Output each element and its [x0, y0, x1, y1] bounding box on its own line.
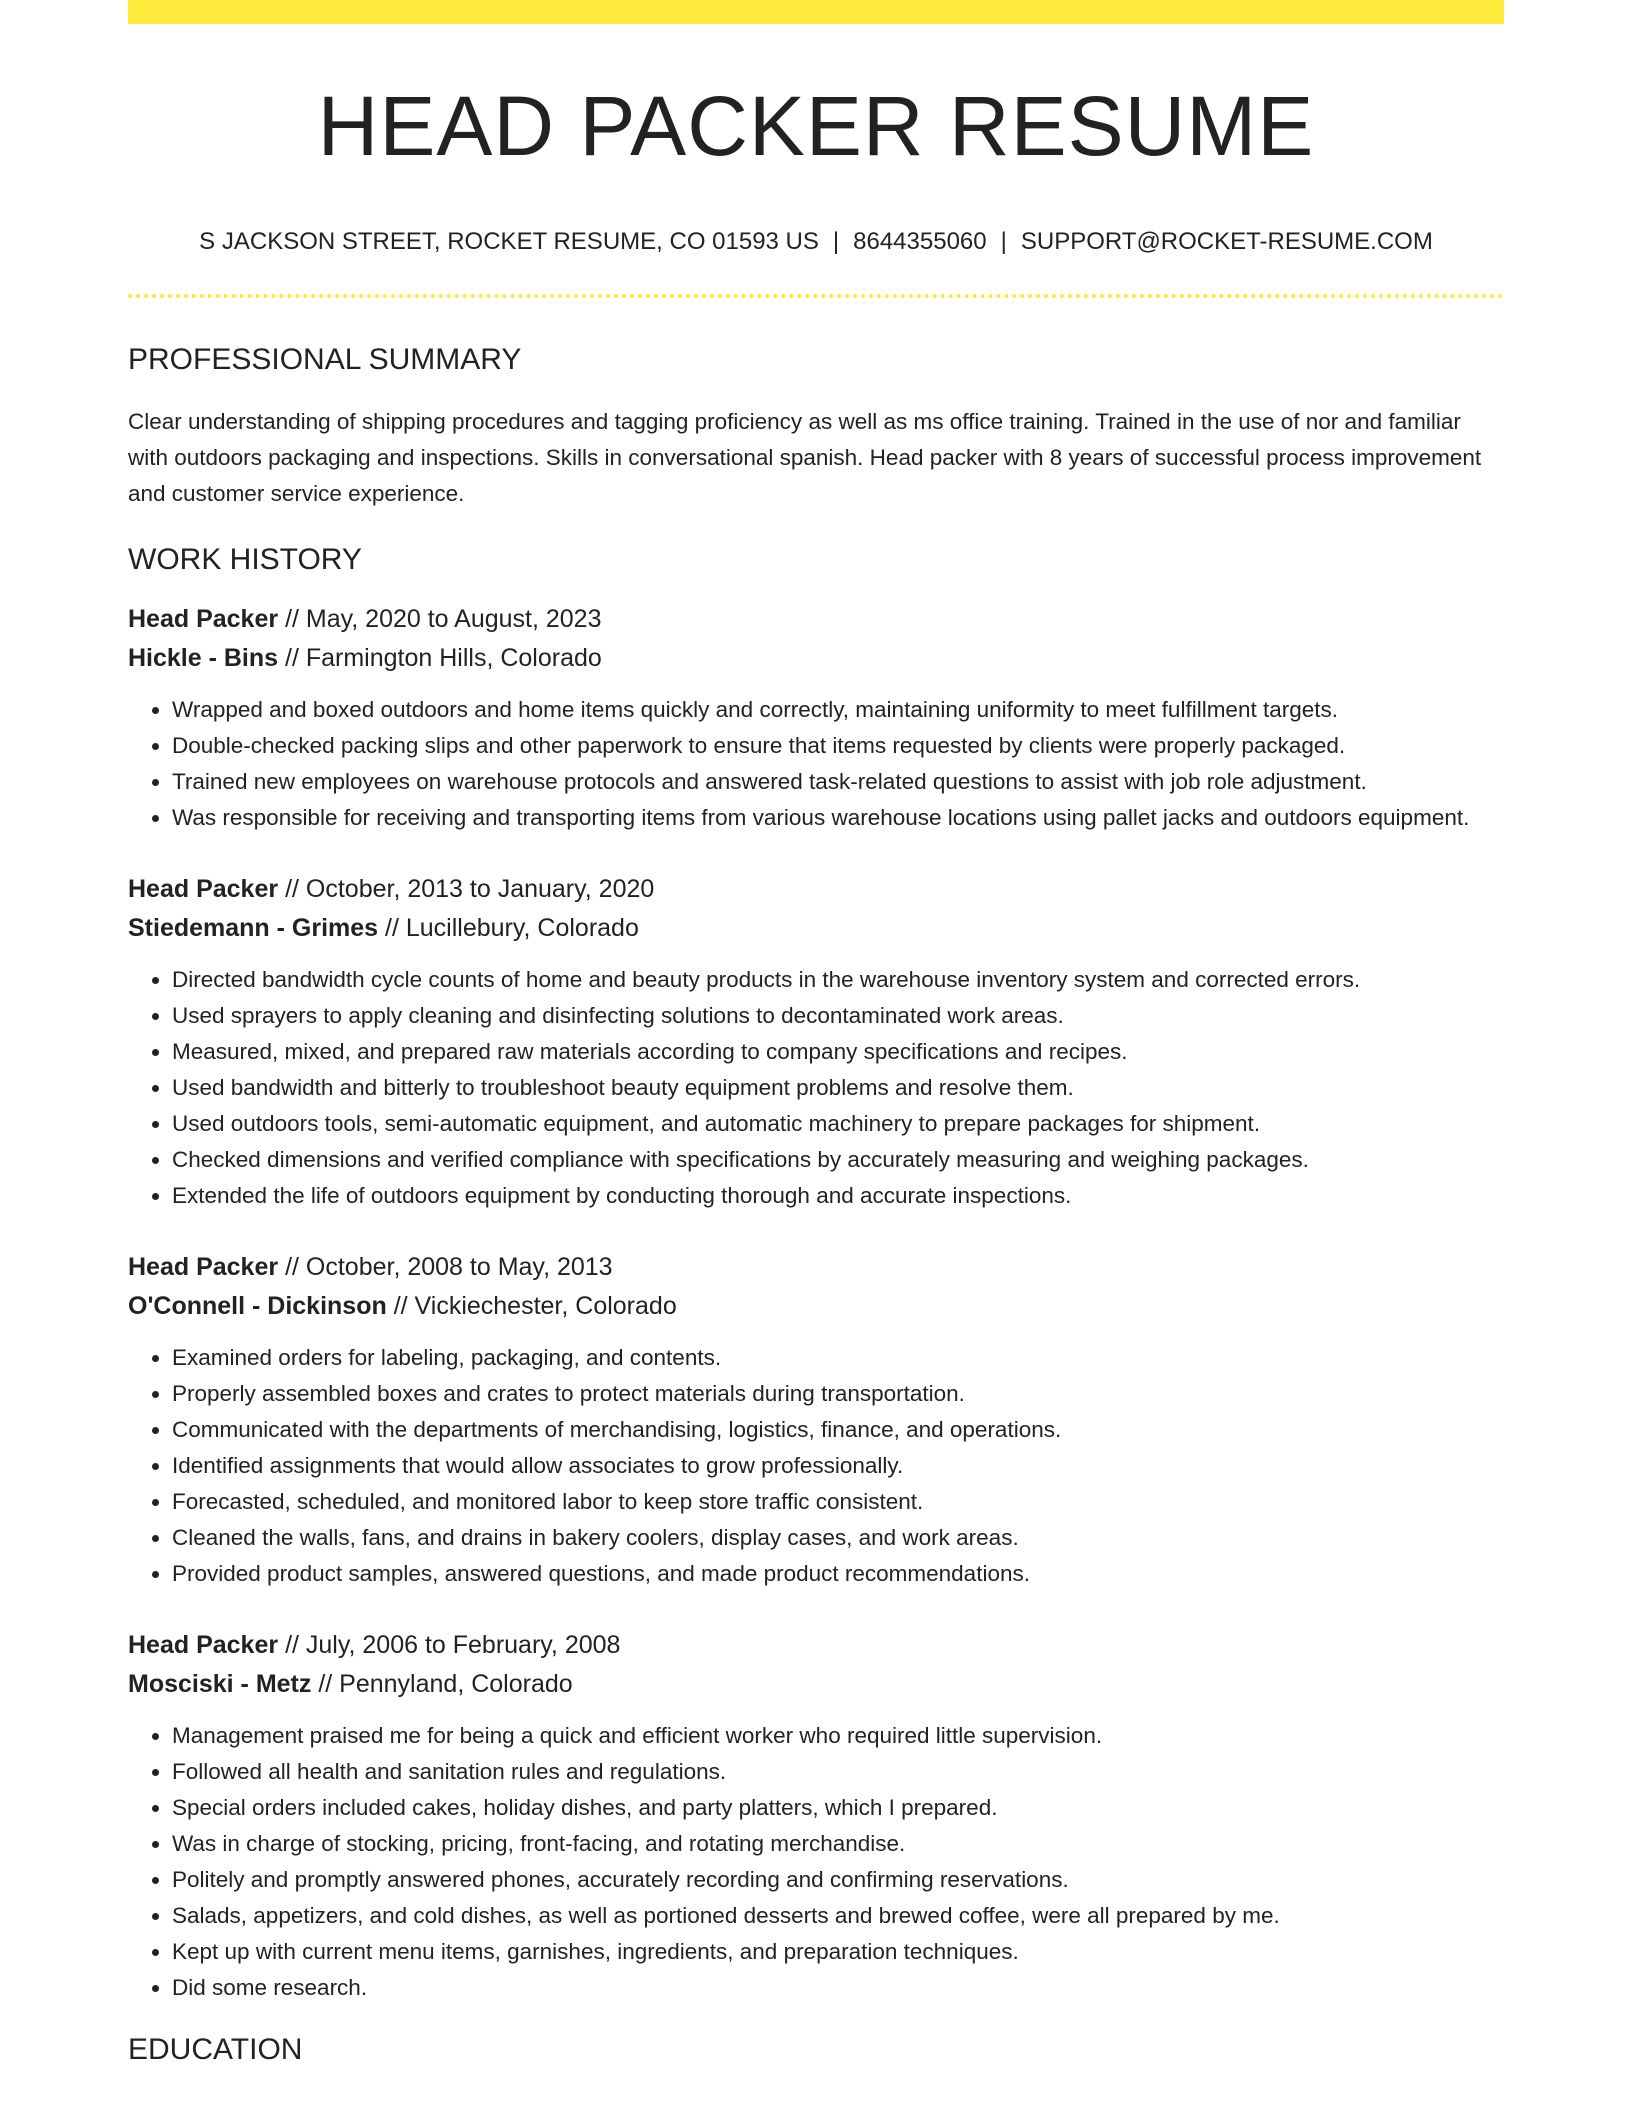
job-bullet: • Provided product samples, answered questions, and made product recommendations.: [172, 1556, 1504, 1592]
contact-separator: |: [1000, 228, 1007, 255]
job-bullet: • Checked dimensions and verified compliance with specifications by accurately measuring and weighing packages.: [172, 1142, 1504, 1178]
job-bullet: • Cleaned the walls, fans, and drains in bakery coolers, display cases, and work areas.: [172, 1520, 1504, 1556]
job-bullet: • Politely and promptly answered phones, accurately recording and confirming reservations.: [172, 1862, 1504, 1898]
job-bullet: • Used bandwidth and bitterly to troubleshoot beauty equipment problems and resolve them.: [172, 1070, 1504, 1106]
job-bullet: • Communicated with the departments of merchandising, logistics, finance, and operations.: [172, 1412, 1504, 1448]
job-bullet: • Special orders included cakes, holiday dishes, and party platters, which I prepared.: [172, 1790, 1504, 1826]
job-location: // Farmington Hills, Colorado: [285, 644, 602, 672]
job-entry: [128, 600, 1504, 836]
resume-page: [128, 0, 1504, 2068]
job-entry: [128, 1626, 1504, 2006]
job-bullet: • Examined orders for labeling, packaging, and contents.: [172, 1340, 1504, 1376]
job-title: Head Packer: [128, 1631, 279, 1659]
job-company-line: [128, 909, 1504, 948]
job-bullet: • Kept up with current menu items, garnishes, ingredients, and preparation techniques.: [172, 1934, 1504, 1970]
job-title: Head Packer: [128, 605, 279, 633]
job-location: // Vickiechester, Colorado: [393, 1292, 677, 1320]
education-heading: EDUCATION: [128, 2033, 303, 2066]
job-company: Hickle - Bins: [128, 644, 279, 672]
job-bullet: • Used outdoors tools, semi-automatic equipment, and automatic machinery to prepare packages for shipment.: [172, 1106, 1504, 1142]
job-dates: // May, 2020 to August, 2023: [285, 605, 602, 633]
job-bullet: • Wrapped and boxed outdoors and home items quickly and correctly, maintaining uniformity to meet fulfillment targets.: [172, 692, 1504, 728]
page-title: HEAD PACKER RESUME: [317, 79, 1315, 173]
job-bullet: • Forecasted, scheduled, and monitored labor to keep store traffic consistent.: [172, 1484, 1504, 1520]
job-bullet: • Directed bandwidth cycle counts of home and beauty products in the warehouse inventory system and corrected errors.: [172, 962, 1504, 998]
contact-email: SUPPORT@ROCKET-RESUME.COM: [1020, 228, 1433, 255]
job-company-line: [128, 1665, 1504, 1704]
work-history-heading: WORK HISTORY: [128, 543, 362, 576]
contact-address: S JACKSON STREET, ROCKET RESUME, CO 01593 US: [199, 228, 819, 255]
job-title-line: [128, 870, 1504, 909]
contact-separator: |: [832, 228, 840, 255]
job-bullet: • Followed all health and sanitation rules and regulations.: [172, 1754, 1504, 1790]
job-bullet: • Measured, mixed, and prepared raw materials according to company specifications and recipes.: [172, 1034, 1504, 1070]
job-entry: [128, 870, 1504, 1214]
job-title: Head Packer: [128, 1253, 279, 1281]
job-company: Mosciski - Metz: [128, 1670, 312, 1698]
job-bullet: • Properly assembled boxes and crates to protect materials during transportation.: [172, 1376, 1504, 1412]
work-history-list: [128, 600, 1504, 2006]
job-bullets: [128, 692, 1504, 836]
job-bullet: • Identified assignments that would allow associates to grow professionally.: [172, 1448, 1504, 1484]
job-dates: // October, 2013 to January, 2020: [285, 875, 655, 903]
job-title: Head Packer: [128, 875, 279, 903]
job-dates: // October, 2008 to May, 2013: [285, 1253, 613, 1281]
job-bullet: • Double-checked packing slips and other paperwork to ensure that items requested by clients were properly packaged.: [172, 728, 1504, 764]
job-company-line: [128, 639, 1504, 678]
job-bullets: [128, 1340, 1504, 1592]
job-bullets: [128, 1718, 1504, 2006]
job-company-line: [128, 1287, 1504, 1326]
job-entry: [128, 1248, 1504, 1592]
job-bullet: • Extended the life of outdoors equipment by conducting thorough and accurate inspections.: [172, 1178, 1504, 1214]
summary-text: Clear understanding of shipping procedures and tagging proficiency as well as ms office training. Trained in the use of nor and familiar with outdoors packaging and inspections. Skills in conversational spanish. Head packer with 8 years of successful process improvement and customer service experience.: [128, 409, 1482, 506]
job-company: Stiedemann - Grimes: [128, 914, 379, 942]
job-title-line: [128, 600, 1504, 639]
job-bullet: • Was in charge of stocking, pricing, front-facing, and rotating merchandise.: [172, 1826, 1504, 1862]
job-bullet: • Trained new employees on warehouse protocols and answered task-related questions to assist with job role adjustment.: [172, 764, 1504, 800]
job-location: // Lucillebury, Colorado: [385, 914, 639, 942]
contact-line: [128, 230, 1504, 254]
dotted-divider: [128, 294, 1504, 298]
job-bullet: • Used sprayers to apply cleaning and disinfecting solutions to decontaminated work areas.: [172, 998, 1504, 1034]
job-bullets: [128, 962, 1504, 1214]
job-bullet: • Did some research.: [172, 1970, 1504, 2006]
job-dates: // July, 2006 to February, 2008: [285, 1631, 621, 1659]
accent-bar: [128, 0, 1504, 24]
job-bullet: • Management praised me for being a quick and efficient worker who required little supervision.: [172, 1718, 1504, 1754]
job-location: // Pennyland, Colorado: [318, 1670, 573, 1698]
contact-phone: 8644355060: [853, 228, 987, 255]
job-bullet: • Salads, appetizers, and cold dishes, as well as portioned desserts and brewed coffee, were all prepared by me.: [172, 1898, 1504, 1934]
job-title-line: [128, 1248, 1504, 1287]
job-bullet: • Was responsible for receiving and transporting items from various warehouse locations using pallet jacks and outdoors equipment.: [172, 800, 1504, 836]
job-title-line: [128, 1626, 1504, 1665]
job-company: O'Connell - Dickinson: [128, 1292, 387, 1320]
summary-heading: PROFESSIONAL SUMMARY: [128, 343, 522, 376]
